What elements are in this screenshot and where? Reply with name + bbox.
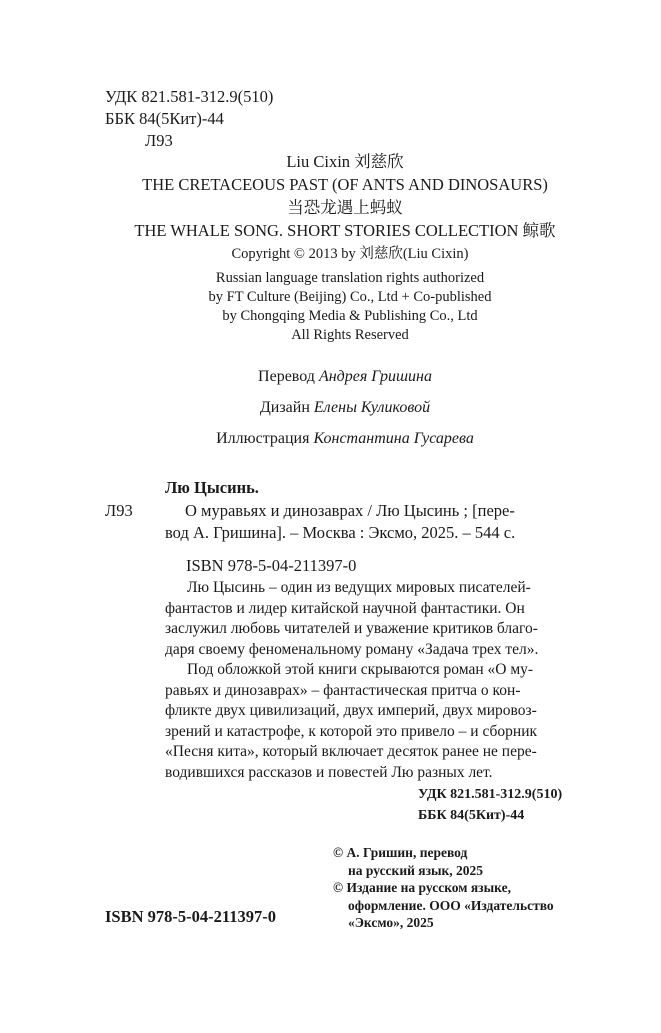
original-title-block [80,150,610,242]
bibliographic-mark: Л93 [105,501,133,520]
annotation [165,578,538,783]
bibliographic-line: вод А. Гришина]. – Москва : Эксмо, 2025. – 544 с. [165,523,516,542]
translation-label: Перевод [258,368,315,385]
illustration-credit [80,428,610,450]
annotation-line: даря своему феноменальному роману «Задача трех тел». [165,640,539,658]
rights-block [333,844,554,932]
bbk-code: ББК 84(5Кит)-44 [105,109,224,128]
bottom-udk-code: УДК 821.581-312.9(510) [418,787,563,802]
bibliographic-isbn: ISBN 978-5-04-211397-0 [186,556,357,575]
rights-line: © Издание на русском языке, [333,880,511,895]
rights-line: оформление. ООО «Издательство [348,897,554,913]
bibliographic-author: Лю Цысинь. [165,478,259,497]
bibliographic-line: О муравьях и динозаврах / Лю Цысинь ; [пере- [185,501,515,520]
copyright-line: by Chongqing Media & Publishing Co., Ltd [222,308,478,324]
annotation-line: фантастов и лидер китайской научной фантастики. Он [165,599,525,617]
footer-isbn: ISBN 978-5-04-211397-0 [105,907,276,926]
illustrator-name: Константина Гусарева [313,430,474,447]
bottom-codes [418,784,562,826]
original-title: THE CRETACEOUS PAST (OF ANTS AND DINOSAURS) [142,175,548,194]
rights-line: «Эксмо», 2025 [348,915,434,930]
rights-line: на русский язык, 2025 [348,862,484,878]
annotation-line: Под обложкой этой книги скрываются роман «О му- [187,661,534,678]
udk-code: УДК 821.581-312.9(510) [105,87,274,106]
copyright-line: Copyright © 2013 by 刘慈欣(Liu Cixin) [231,246,469,262]
designer-name: Елены Куликовой [313,399,431,416]
copyright-block [90,245,610,345]
copyright-line: by FT Culture (Beijing) Co., Ltd + Co-published [208,289,492,305]
bottom-bbk-code: ББК 84(5Кит)-44 [418,808,525,823]
original-author: Liu Cixin 刘慈欣 [286,152,404,171]
collection-title: THE WHALE SONG. SHORT STORIES COLLECTION 鲸歌 [134,221,556,240]
original-title-chinese: 当恐龙遇上蚂蚁 [287,198,403,217]
bibliographic-description [165,500,515,544]
copyright-line: Russian language translation rights authorized [215,270,485,286]
design-label: Дизайн [259,399,310,416]
copyright-line: All Rights Reserved [291,327,409,343]
classification-block [105,86,273,152]
credits-block [80,366,610,450]
illustration-label: Иллюстрация [216,430,310,447]
annotation-line: Лю Цысинь – один из ведущих мировых писателей- [187,579,531,596]
annotation-line: «Песня кита», который включает десяток ранее не пере- [165,743,537,760]
annotation-line: фликте двух цивилизаций, двух империй, двух мировоз- [165,702,537,719]
translation-credit [80,366,610,388]
annotation-line: равьях и динозаврах» – фантастическая притча о кон- [165,681,521,699]
annotation-line: зрений и катастрофе, к которой это привело – и сборник [165,722,538,740]
author-mark: Л93 [145,131,173,150]
translator-name: Андрея Гришина [318,368,432,385]
annotation-line: заслужил любовь читателей и уважение критиков благо- [165,620,538,637]
rights-line: © А. Гришин, перевод [333,845,468,860]
design-credit [80,397,610,419]
annotation-line: водившихся рассказов и повестей Лю разных лет. [165,763,493,781]
